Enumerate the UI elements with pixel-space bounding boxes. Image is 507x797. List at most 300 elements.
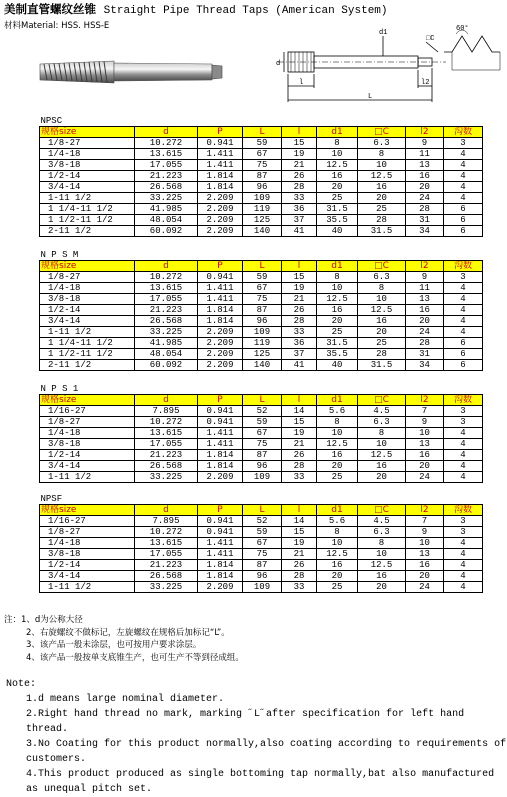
table-row [40,450,483,461]
cell-L: 109 [243,193,282,204]
cell-flutes: 6 [444,360,483,371]
cell-flutes: 4 [444,549,483,560]
cell-flutes: 6 [444,349,483,360]
cell-l2: 31 [406,215,444,226]
cell-p: 2.209 [198,226,243,237]
cell-L: 109 [243,472,282,483]
header-row [40,505,483,516]
cell-l2: 9 [406,417,444,428]
cell-flutes: 4 [444,461,483,472]
cell-d: 13.615 [135,428,198,439]
cell-d1: 10 [317,149,358,160]
cell-size: 1 1/4-11 1/2 [40,338,135,349]
cell-size: 1/4-18 [40,428,135,439]
cell-d: 26.568 [135,182,198,193]
cell-size: 1 1/4-11 1/2 [40,204,135,215]
cell-l2: 34 [406,360,444,371]
cell-d1: 25 [317,582,358,593]
cell-flutes: 4 [444,182,483,193]
table-row [40,215,483,226]
cell-flutes: 4 [444,571,483,582]
cell-p: 0.941 [198,417,243,428]
table-row [40,294,483,305]
cell-p: 1.411 [198,549,243,560]
cell-size: 1-11 1/2 [40,327,135,338]
cell-d1: 40 [317,226,358,237]
cell-p: 0.941 [198,272,243,283]
note-en-label: Note: [6,679,37,690]
table-row [40,283,483,294]
header-c: □C [358,505,406,516]
cell-p: 1.411 [198,149,243,160]
cell-size: 3/4-14 [40,316,135,327]
cell-c: 20 [358,582,406,593]
cell-l2: 16 [406,450,444,461]
table-row [40,538,483,549]
header-flutes: 沟数 [444,127,483,138]
cell-flutes: 4 [444,428,483,439]
cell-size: 1/4-18 [40,149,135,160]
cell-l: 33 [282,472,317,483]
table-row [40,527,483,538]
header-l: l [282,395,317,406]
cell-size: 1/16-27 [40,406,135,417]
table-row [40,204,483,215]
cell-c: 6.3 [358,527,406,538]
cell-l: 14 [282,516,317,527]
header-row [40,395,483,406]
cell-l2: 13 [406,549,444,560]
cell-c: 10 [358,439,406,450]
header-l2: l2 [406,505,444,516]
cell-L: 140 [243,226,282,237]
cell-l: 15 [282,272,317,283]
cell-L: 52 [243,516,282,527]
header-c: □C [358,127,406,138]
cell-c: 8 [358,149,406,160]
cell-c: 31.5 [358,226,406,237]
cell-size: 1/4-18 [40,538,135,549]
cell-l2: 31 [406,349,444,360]
cell-l2: 10 [406,428,444,439]
cell-c: 25 [358,338,406,349]
cell-d1: 5.6 [317,516,358,527]
cell-L: 67 [243,538,282,549]
cell-size: 1/2-14 [40,171,135,182]
cell-flutes: 3 [444,527,483,538]
cell-L: 75 [243,549,282,560]
header-d: d [135,127,198,138]
cell-d1: 40 [317,360,358,371]
cell-d: 17.055 [135,294,198,305]
cell-size: 3/8-18 [40,160,135,171]
cell-c: 10 [358,549,406,560]
cell-L: 96 [243,182,282,193]
cell-L: 59 [243,417,282,428]
table-row [40,571,483,582]
cell-size: 1/8-27 [40,417,135,428]
cell-flutes: 4 [444,149,483,160]
table-row [40,461,483,472]
cell-c: 28 [358,349,406,360]
cell-p: 1.814 [198,461,243,472]
table-row [40,305,483,316]
title-chinese: 美制直管螺纹丝锥 [4,2,96,16]
cell-l: 26 [282,305,317,316]
cell-d: 17.055 [135,160,198,171]
cell-flutes: 6 [444,204,483,215]
table-row [40,406,483,417]
cell-size: 3/8-18 [40,294,135,305]
cell-l: 28 [282,571,317,582]
header-p: P [198,127,243,138]
cell-size: 1/2-14 [40,305,135,316]
table-row [40,472,483,483]
header-size: 规格size [40,395,135,406]
cell-l2: 28 [406,204,444,215]
table-row [40,439,483,450]
cell-size: 1-11 1/2 [40,472,135,483]
cell-p: 0.941 [198,406,243,417]
note-cn-3: 3、该产品一般未涂层，也可按用户要求涂层。 [26,640,202,650]
cell-d1: 20 [317,316,358,327]
cell-size: 1 1/2-11 1/2 [40,215,135,226]
cell-p: 1.814 [198,571,243,582]
cell-p: 1.411 [198,283,243,294]
cell-l2: 24 [406,193,444,204]
cell-l2: 24 [406,582,444,593]
cell-l2: 16 [406,560,444,571]
cell-l: 21 [282,439,317,450]
cell-p: 2.209 [198,204,243,215]
cell-c: 12.5 [358,171,406,182]
cell-d1: 31.5 [317,204,358,215]
note-en-3: 3.No Coating for this product normally,also coating according to requirements of [26,739,507,750]
cell-l2: 28 [406,338,444,349]
note-cn-4: 4、该产品一般按单支底锥生产，也可生产不等到径成组。 [26,652,244,663]
cell-L: 125 [243,215,282,226]
header-d: d [135,261,198,272]
table-row [40,193,483,204]
cell-L: 87 [243,171,282,182]
header-d: d [135,395,198,406]
cell-size: 1-11 1/2 [40,193,135,204]
cell-d1: 25 [317,472,358,483]
table-row [40,226,483,237]
cell-size: 3/8-18 [40,439,135,450]
cell-l2: 24 [406,472,444,483]
title-english: Straight Pipe Thread Taps (American System) [103,5,388,17]
cell-c: 20 [358,472,406,483]
cell-l2: 9 [406,272,444,283]
cell-l: 21 [282,294,317,305]
cell-c: 8 [358,538,406,549]
cell-size: 1-11 1/2 [40,582,135,593]
cell-p: 0.941 [198,527,243,538]
cell-l: 21 [282,160,317,171]
note-cn-1: 注：1、d为公称大径 [4,615,83,625]
header-d1: d1 [317,127,358,138]
cell-d: 41.985 [135,204,198,215]
table-row [40,338,483,349]
cell-flutes: 3 [444,516,483,527]
header-flutes: 沟数 [444,261,483,272]
cell-d1: 12.5 [317,549,358,560]
table-row [40,582,483,593]
table-row [40,171,483,182]
cell-l: 33 [282,327,317,338]
header-d1: d1 [317,395,358,406]
header-l: l [282,505,317,516]
cell-d: 13.615 [135,283,198,294]
cell-l: 21 [282,549,317,560]
label-c: □C [426,35,435,43]
cell-d1: 8 [317,138,358,149]
header-size: 规格size [40,261,135,272]
cell-l2: 7 [406,516,444,527]
cell-L: 52 [243,406,282,417]
cell-L: 96 [243,461,282,472]
cell-flutes: 4 [444,305,483,316]
cell-l: 36 [282,204,317,215]
note-cn-2: 2、右旋螺纹不做标记，左旋螺纹在规格后加标记“L”。 [26,627,230,638]
cell-c: 6.3 [358,417,406,428]
cell-d: 33.225 [135,327,198,338]
cell-p: 1.814 [198,171,243,182]
cell-p: 2.209 [198,215,243,226]
cell-d: 48.054 [135,349,198,360]
cell-l: 19 [282,428,317,439]
header-l: l [282,261,317,272]
cell-L: 109 [243,327,282,338]
cell-L: 75 [243,439,282,450]
cell-size: 2-11 1/2 [40,360,135,371]
cell-d: 10.272 [135,138,198,149]
cell-l: 19 [282,538,317,549]
cell-d: 33.225 [135,582,198,593]
cell-d: 33.225 [135,472,198,483]
cell-d1: 12.5 [317,160,358,171]
cell-p: 2.209 [198,360,243,371]
cell-p: 2.209 [198,582,243,593]
cell-l2: 34 [406,226,444,237]
cell-d1: 16 [317,305,358,316]
cell-flutes: 4 [444,538,483,549]
header-d1: d1 [317,261,358,272]
label-L: L [368,93,373,101]
cell-flutes: 4 [444,327,483,338]
cell-c: 4.5 [358,406,406,417]
cell-d: 21.223 [135,171,198,182]
cell-size: 2-11 1/2 [40,226,135,237]
cell-c: 6.3 [358,272,406,283]
cell-p: 1.814 [198,316,243,327]
cell-flutes: 4 [444,171,483,182]
cell-p: 1.411 [198,439,243,450]
section-title: N P S M [40,250,79,260]
cell-L: 75 [243,294,282,305]
cell-size: 1 1/2-11 1/2 [40,349,135,360]
cell-d1: 8 [317,527,358,538]
header-L: L [243,127,282,138]
cell-d: 13.615 [135,149,198,160]
cell-L: 96 [243,571,282,582]
cell-flutes: 4 [444,450,483,461]
cell-c: 20 [358,193,406,204]
page-title [4,1,388,17]
section-title: N P S 1 [40,384,79,394]
cell-l: 19 [282,283,317,294]
cell-c: 16 [358,182,406,193]
cell-L: 96 [243,316,282,327]
cell-l2: 16 [406,305,444,316]
cell-flutes: 3 [444,138,483,149]
cell-size: 1/4-18 [40,283,135,294]
table-row [40,560,483,571]
section-title: NPSC [40,116,63,126]
cell-d1: 12.5 [317,439,358,450]
cell-flutes: 3 [444,272,483,283]
cell-p: 1.814 [198,182,243,193]
cell-d: 33.225 [135,193,198,204]
cell-d: 7.895 [135,406,198,417]
cell-p: 1.814 [198,305,243,316]
header-L: L [243,395,282,406]
cell-p: 0.941 [198,138,243,149]
header-d1: d1 [317,505,358,516]
cell-d: 21.223 [135,305,198,316]
cell-l: 15 [282,417,317,428]
cell-c: 20 [358,327,406,338]
label-l: l [299,79,304,87]
cell-d1: 10 [317,428,358,439]
label-d1: d1 [379,29,388,37]
label-angle: 60° [456,25,469,33]
tap-photo [36,52,226,92]
cell-size: 1/2-14 [40,560,135,571]
cell-flutes: 4 [444,193,483,204]
cell-flutes: 4 [444,439,483,450]
cell-l: 26 [282,560,317,571]
table-row [40,549,483,560]
cell-p: 2.209 [198,338,243,349]
cell-p: 1.814 [198,560,243,571]
cell-p: 2.209 [198,472,243,483]
cell-p: 2.209 [198,327,243,338]
cell-c: 4.5 [358,516,406,527]
table-row [40,316,483,327]
spec-table-npsf [39,494,483,593]
header-row [40,261,483,272]
cell-d: 26.568 [135,571,198,582]
cell-c: 8 [358,283,406,294]
table-row [40,160,483,171]
header-l2: l2 [406,395,444,406]
cell-l: 28 [282,182,317,193]
note-en-1: 1.d means large nominal diameter. [26,694,225,705]
cell-c: 16 [358,316,406,327]
cell-size: 1/16-27 [40,516,135,527]
cell-flutes: 4 [444,472,483,483]
header-L: L [243,505,282,516]
cell-l: 36 [282,338,317,349]
header-size: 规格size [40,505,135,516]
header-c: □C [358,395,406,406]
header-l2: l2 [406,261,444,272]
cell-L: 87 [243,305,282,316]
cell-d: 21.223 [135,560,198,571]
cell-l: 33 [282,582,317,593]
material-line: 材料Material: HSS. HSS-E [4,21,110,31]
cell-l2: 13 [406,294,444,305]
header-p: P [198,395,243,406]
spec-table-npsm [39,250,483,371]
cell-c: 6.3 [358,138,406,149]
label-l2: l2 [421,79,430,87]
table-row [40,149,483,160]
cell-p: 2.209 [198,349,243,360]
cell-d1: 31.5 [317,338,358,349]
cell-d1: 20 [317,182,358,193]
cell-L: 67 [243,428,282,439]
cell-size: 3/4-14 [40,571,135,582]
header-c: □C [358,261,406,272]
cell-d1: 25 [317,327,358,338]
cell-d: 60.092 [135,360,198,371]
technical-drawing [276,22,502,114]
cell-d1: 20 [317,571,358,582]
cell-d1: 16 [317,450,358,461]
cell-L: 67 [243,283,282,294]
note-en-2: 2.Right hand thread no mark, marking ˝L˝after specification for left hand thread. [26,709,465,735]
cell-d: 21.223 [135,450,198,461]
cell-l: 28 [282,316,317,327]
cell-d1: 16 [317,171,358,182]
header-flutes: 沟数 [444,395,483,406]
cell-l2: 20 [406,571,444,582]
cell-p: 1.814 [198,450,243,461]
table-row [40,516,483,527]
cell-L: 125 [243,349,282,360]
cell-l2: 9 [406,527,444,538]
cell-l2: 13 [406,160,444,171]
cell-flutes: 4 [444,560,483,571]
header-L: L [243,261,282,272]
notes-chinese [4,614,244,664]
cell-size: 1/8-27 [40,138,135,149]
cell-d1: 35.5 [317,349,358,360]
cell-L: 67 [243,149,282,160]
label-d: d [276,60,281,68]
cell-d: 26.568 [135,461,198,472]
cell-L: 87 [243,560,282,571]
table-row [40,428,483,439]
cell-l: 26 [282,450,317,461]
cell-flutes: 4 [444,582,483,593]
cell-flutes: 4 [444,316,483,327]
header-l: l [282,127,317,138]
table-row [40,182,483,193]
cell-L: 59 [243,527,282,538]
cell-L: 59 [243,272,282,283]
cell-c: 12.5 [358,450,406,461]
cell-l2: 13 [406,439,444,450]
spec-table-nps1 [39,384,483,483]
header-p: P [198,261,243,272]
cell-flutes: 3 [444,417,483,428]
cell-flutes: 4 [444,160,483,171]
table-row [40,417,483,428]
